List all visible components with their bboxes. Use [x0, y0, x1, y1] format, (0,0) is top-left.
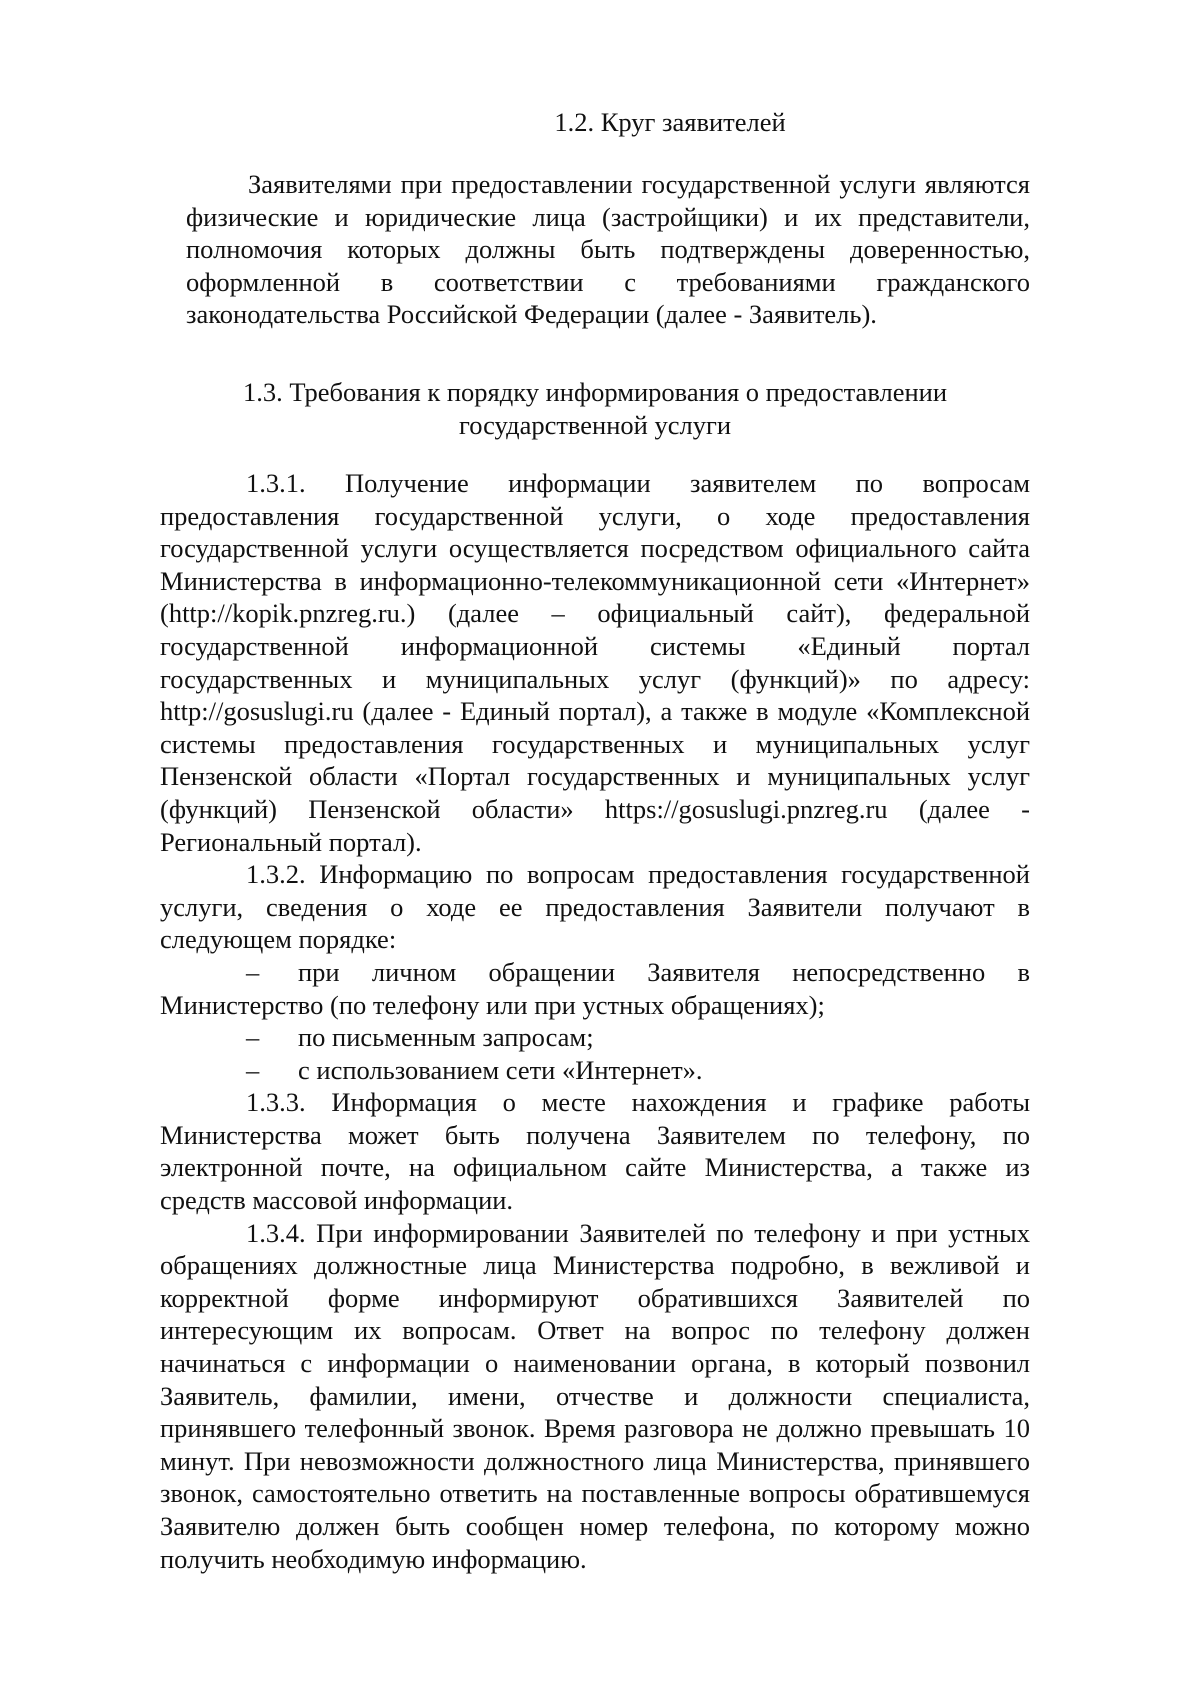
- section-1-2-body: [186, 168, 1030, 331]
- list-item-text: при личном обращении Заявителя непосредственно в Министерство (по телефону или при устных обращениях);: [160, 956, 1030, 1020]
- list-item: [160, 1054, 1030, 1087]
- paragraph-1-3-4: 1.3.4. При информировании Заявителей по телефону и при устных обращениях должностные лица Министерства подробно, в вежливой и корректной форме информируют обратившихся Заявителей по интересующим их вопросам. Ответ на вопрос по телефону должен начинаться с информации о наименовании органа, в который позвонил Заявитель, фамилии, имени, отчестве и должности специалиста, принявшего телефонный звонок. Время разговора не должно превышать 10 минут. При невозможности должностного лица Министерства, принявшего звонок, самостоятельно ответить на поставленные вопросы обратившемуся Заявителю должен быть сообщен номер телефона, по которому можно получить необходимую информацию.: [160, 1217, 1030, 1574]
- paragraph-1-3-1: 1.3.1. Получение информации заявителем по вопросам предоставления государственной услуги, о ходе предоставления государственной услуги осуществляется посредством официального сайта Министерства в информационно-телекоммуникационной сети «Интернет» (http://kopik.pnzreg.ru.) (далее – официальный сайт), федеральной государственной информационной системы «Единый портал государственных и муниципальных услуг (функций)» по адресу: http://gosuslugi.ru (далее - Единый портал), а также в модуле «Комплексной системы предоставления государственных и муниципальных услуг Пензенской области «Портал государственных и муниципальных услуг (функций) Пензенской области» https://gosuslugi.pnzreg.ru (далее - Региональный портал).: [160, 468, 1030, 857]
- section-1-3-heading-line2: государственной услуги: [458, 409, 732, 440]
- section-1-3-heading-line1: 1.3. Требования к порядку информирования о предоставлении: [242, 377, 948, 407]
- paragraph-1-3-2: 1.3.2. Информацию по вопросам предоставления государственной услуги, сведения о ходе ее предоставления Заявители получают в следующем порядке:: [160, 859, 1030, 955]
- section-1-2-paragraph: Заявителями при предоставлении государственной услуги являются физические и юридические лица (застройщики) и их представители, полномочия которых должны быть подтверждены доверенностью, оформленной в соответствии с требованиями гражданского законодательства Российской Федерации (далее - Заявитель).: [186, 169, 1030, 330]
- section-1-3-heading: [160, 376, 1030, 441]
- dash-marker: –: [246, 1054, 260, 1085]
- section-1-3-body: [160, 467, 1030, 1575]
- paragraph-1-3-3: 1.3.3. Информация о месте нахождения и графике работы Министерства может быть получена Заявителем по телефону, по электронной почте, на официальном сайте Министерства, а также из средств массовой информации.: [160, 1087, 1030, 1216]
- list-item-text: по письменным запросам;: [298, 1022, 594, 1053]
- dash-marker: –: [246, 956, 260, 987]
- list-item-text: с использованием сети «Интернет».: [298, 1054, 703, 1085]
- list-item: [160, 956, 1030, 1021]
- dash-marker: –: [246, 1022, 260, 1053]
- section-1-2-heading: 1.2. Круг заявителей: [554, 107, 786, 137]
- list-item: [160, 1021, 1030, 1054]
